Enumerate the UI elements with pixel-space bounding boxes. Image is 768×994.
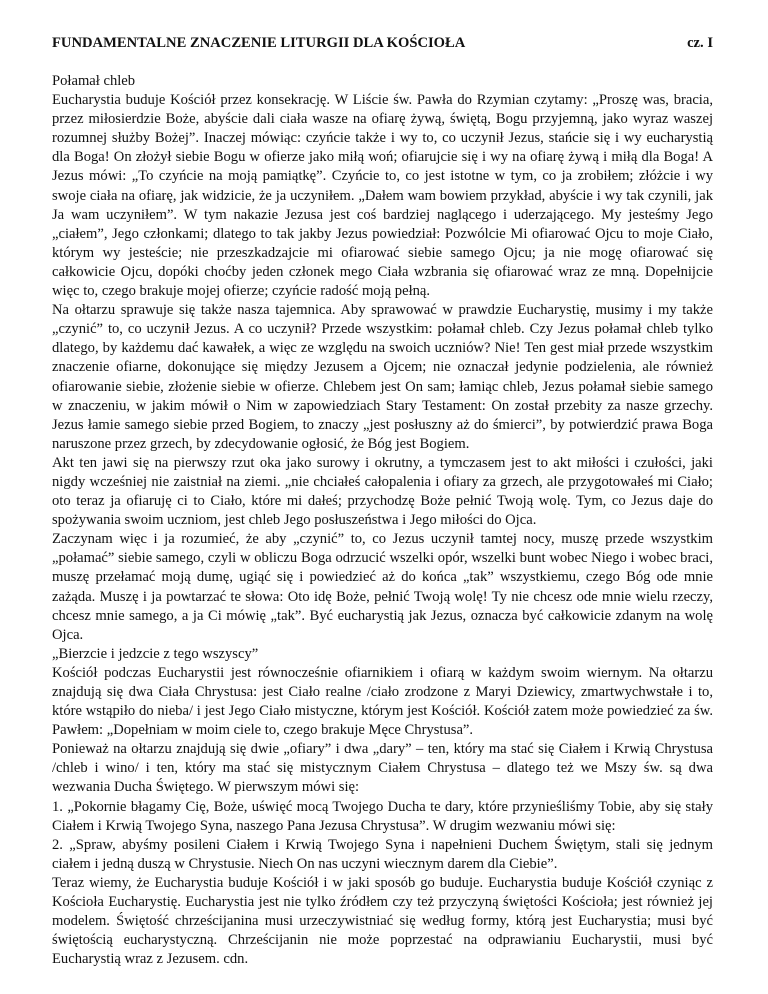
paragraph: Eucharystia buduje Kościół przez konsekrację. W Liście św. Pawła do Rzymian czytamy: „Proszę was, bracia, przez miłosierdzie Boże, abyście dali ciała wasze na ofiarę żywą, świętą, Bogu przyjemną, jako wyraz waszej rozumnej służby Bożej”. Inaczej mówiąc: czyńcie także i wy to, co uczynił Jezus, stańcie się i wy eucharystią dla Boga! On złożył siebie Bogu w ofierze jako miłą woń; ofiarujcie się i wy na ofiarę żywą i miłą dla Boga! A Jezus mówi: „To czyńcie na moją pamiątkę”. Czyńcie to, co jest istotne w tym, co ja zrobiłem; złóżcie i wy swoje ciała na ofiarę, jak widzicie, że ja uczyniłem. „Dałem wam bowiem przykład, abyście i wy tak czynili, jak Ja wam uczyniłem”. W tym nakazie Jezusa jest coś bardziej naglącego i uderzającego. My jesteśmy Jego „ciałem”, Jego członkami; dlatego to tak jakby Jezus powiedział: Pozwólcie Mi ofiarować Ojcu to moje Ciało, którym wy jesteście; nie przeszkadzajcie mi ofiarować siebie samego Ojcu; ja nie mogę ofiarować się całkowicie Ojcu, dopóki choćby jeden członek mego Ciała wzbrania się ofiarować wraz ze mną. Dopełnijcie więc to, czego brakuje mojej ofierze; czyńcie radość moją pełną. [52, 92, 713, 300]
paragraph: Teraz wiemy, że Eucharystia buduje Kościół i w jaki sposób go buduje. Eucharystia buduje Kościół czyniąc z Kościoła Eucharystię. Eucharystia jest nie tylko źródłem czy też przyczyną świętości Kościoła; jest również jej modelem. Świętość chrześcijanina musi urzeczywistniać się według formy, którą jest Eucharystia; musi być świętością eucharystyczną. Chrześcijanin nie może poprzestać na odprawianiu Eucharystii, musi być Eucharystią wraz z Jezusem. cdn. [52, 874, 713, 968]
paragraph: 2. „Spraw, abyśmy posileni Ciałem i Krwią Twojego Syna i napełnieni Duchem Świętym, stali się jednym ciałem i jedną duszą w Chrystusie. Niech On nas uczyni wiecznym darem dla Ciebie”. [52, 836, 713, 872]
paragraph: Zaczynam więc i ja rozumieć, że aby „czynić” to, co Jezus uczynił tamtej nocy, muszę przede wszystkim „połamać” siebie samego, czyli w obliczu Boga odrzucić wszelki opór, wszelki bunt wobec Niego i wobec braci, muszę przełamać moją dumę, ugiąć się i powiedzieć aż do końca „tak” wszystkiemu, czego Bóg ode mnie zażąda. Muszę i ja powtarzać te słowa: Oto idę Boże, pełnić Twoją wolę! Ty nie chcesz ode mnie wielu rzeczy, chcesz mnie samego, a ja Ci mówię „tak”. Być eucharystią jak Jezus, oznacza być całkowicie zdanym na wolę Ojca. [52, 531, 713, 643]
section-title: „Bierzcie i jedzcie z tego wszyscy” [52, 645, 259, 662]
document-header [52, 34, 713, 53]
section-title: Połamał chleb [52, 73, 136, 89]
paragraph: 1. „Pokornie błagamy Cię, Boże, uświęć mocą Twojego Ducha te dary, które przynieśliśmy Tobie, aby się stały Ciałem i Krwią Twojego Syna, naszego Pana Jezusa Chrystusa”. W drugim wezwaniu mówi się: [52, 798, 713, 834]
paragraph: Kościół podczas Eucharystii jest równocześnie ofiarnikiem i ofiarą w każdym swoim wiernym. Na ołtarzu znajdują się dwa Ciała Chrystusa: jest Ciało realne /ciało zrodzone z Maryi Dziewicy, zmartwychwstałe i to, które wstąpiło do nieba/ i jest Jego Ciało mistyczne, którym jest Kościół. Kościół zatem może powiedzieć za św. Pawłem: „Dopełniam w moim ciele to, czego brakuje Męce Chrystusa”. [52, 664, 713, 739]
part-label: cz. I [687, 35, 713, 51]
paragraph: Na ołtarzu sprawuje się także nasza tajemnica. Aby sprawować w prawdzie Eucharystię, musimy i my także „czynić” to, co uczynił Jezus. A co uczynił? Przede wszystkim: połamał chleb. Czy Jezus połamał chleb tylko dlatego, by każdemu dać kawałek, a więc ze względu na swoich uczniów? Nie! Ten gest miał przede wszystkim znaczenie ofiarne, dokonujące się między Jezusem a Ojcem; nie oznaczał jedynie podzielenia, ale również ofiarowanie siebie, złożenie siebie w ofierze. Chlebem jest On sam; łamiąc chleb, Jezus połamał siebie samego w znaczeniu, w jakim mówił o Nim w zapowiedziach Stary Testament: On został przebity za nasze grzechy. Jezus łamie samego siebie przed Bogiem, to znaczy „jest posłuszny aż do śmierci”, by potwierdzić prawa Boga naruszone przez grzech, by zdecydowanie ogłosić, że Bóg jest Bogiem. [52, 302, 713, 452]
document-title: FUNDAMENTALNE ZNACZENIE LITURGII DLA KOŚCIOŁA [52, 35, 466, 51]
paragraph: Ponieważ na ołtarzu znajdują się dwie „ofiary” i dwa „dary” – ten, który ma stać się Ciałem i Krwią Chrystusa /chleb i wino/ i ten, który ma stać się mistycznym Ciałem Chrystusa – dlatego też we Mszy św. są dwa wezwania Ducha Świętego. W pierwszym mówi się: [52, 741, 713, 796]
paragraph: Akt ten jawi się na pierwszy rzut oka jako surowy i okrutny, a tymczasem jest to akt miłości i czułości, jaki nigdy wcześniej nie zaistniał na ziemi. „nie chciałeś całopalenia i ofiary za grzech, ale przygotowałeś mi Ciało; oto teraz ja ofiaruję ci to Ciało, które mi dałeś; przychodzę Boże pełnić Twoją wolę. Tym, co Jezus daje do spożywania swoim uczniom, jest chleb Jego posłuszeństwa i Jego miłości do Ojca. [52, 454, 713, 529]
